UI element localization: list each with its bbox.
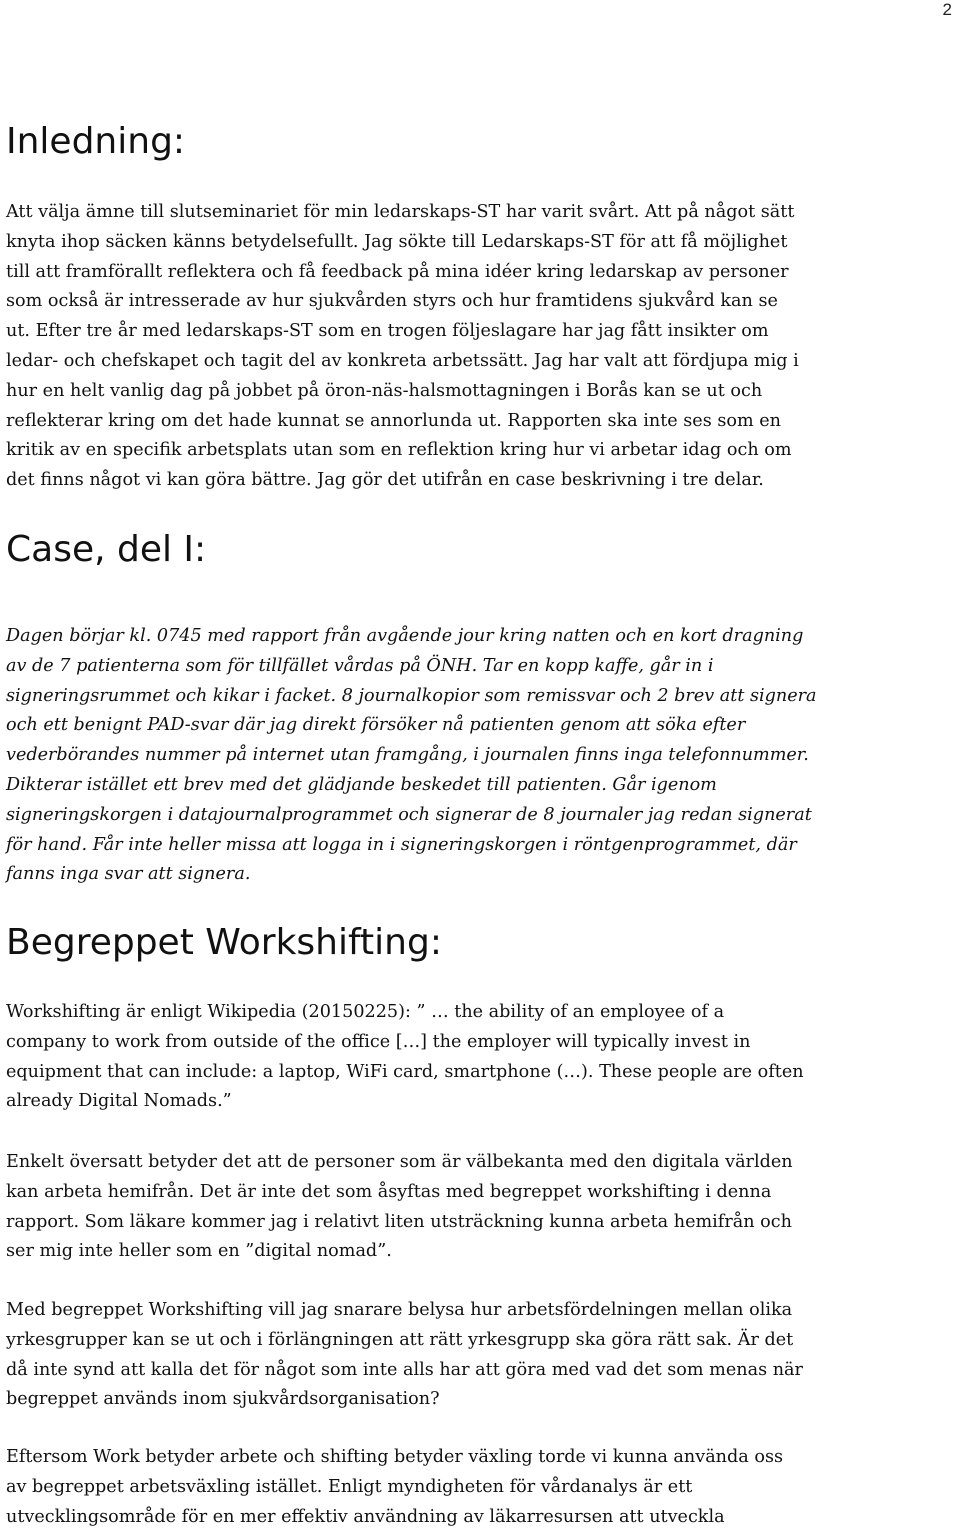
section-heading-workshifting: Begreppet Workshifting: [6,922,442,963]
text-line: för hand. Får inte heller missa att logga in i signeringskorgen i röntgenprogrammet, där [6,834,797,855]
text-line: Dagen börjar kl. 0745 med rapport från avgående jour kring natten och en kort dragning [6,626,804,646]
text-line: Eftersom Work betyder arbete och shifting betyder växling torde vi kunna använda oss [6,1447,784,1467]
section-heading-case: Case, del I: [6,529,207,570]
text-line: already Digital Nomads.” [6,1091,232,1112]
paragraph-case [6,622,954,890]
text-line: begreppet används inom sjukvårdsorganisation? [6,1389,440,1410]
text-line: kan arbeta hemifrån. Det är inte det som åsyftas med begreppet workshifting i denna [6,1181,772,1202]
text-line: då inte synd att kalla det för något som inte alls har att göra med vad det som menas när [6,1359,803,1380]
text-line: kritik av en specifik arbetsplats utan som en reflektion kring hur vi arbetar idag och om [6,440,792,461]
text-line: Att välja ämne till slutseminariet för min ledarskaps-ST har varit svårt. Att på något sätt [6,202,795,222]
text-line: rapport. Som läkare kommer jag i relativt liten utsträckning kunna arbeta hemifrån och [6,1211,792,1232]
text-line: som också är intresserade av hur sjukvården styrs och hur framtidens sjukvård kan se [6,291,778,312]
text-line: knyta ihop säcken känns betydelsefullt. Jag sökte till Ledarskaps-ST för att få möjlighet [6,231,788,252]
paragraph-arbetsvaxling [6,1443,954,1532]
text-line: ledar- och chefskapet och tagit del av konkreta arbetssätt. Jag har valt att fördjupa mig i [6,350,799,371]
text-line: det finns något vi kan göra bättre. Jag gör det utifrån en case beskrivning i tre delar. [6,470,764,491]
text-line: Enkelt översatt betyder det att de personer som är välbekanta med den digitala världen [6,1152,793,1172]
text-line: till att framförallt reflektera och få feedback på mina idéer kring ledarskap av personer [6,261,789,282]
paragraph-meaning [6,1296,954,1415]
text-line: equipment that can include: a laptop, WiFi card, smartphone (…). These people are often [6,1061,804,1082]
text-line: ser mig inte heller som en ”digital nomad”. [6,1241,392,1262]
text-line: signeringsrummet och kikar i facket. 8 journalkopior som remissvar och 2 brev att signera [6,685,817,706]
text-line: hur en helt vanlig dag på jobbet på öron-näs-halsmottagningen i Borås kan se ut och [6,380,763,401]
text-line: av begreppet arbetsväxling istället. Enligt myndigheten för vårdanalys är ett [6,1476,693,1497]
paragraph-workshifting-definition [6,998,954,1117]
paragraph-translation [6,1148,954,1267]
text-line: ut. Efter tre år med ledarskaps-ST som en trogen följeslagare har jag fått insikter om [6,321,769,342]
text-line: yrkesgrupper kan se ut och i förlängningen att rätt yrkesgrupp ska göra rätt sak. Är det [6,1329,794,1350]
section-heading-inledning: Inledning: [6,121,186,162]
text-line: vederbörandes nummer på internet utan framgång, i journalen finns inga telefonnummer. [6,745,809,766]
text-line: av de 7 patienterna som för tillfället vårdas på ÖNH. Tar en kopp kaffe, går in i [6,655,714,676]
text-line: Dikterar istället ett brev med det glädjande beskedet till patienten. Går igenom [6,774,717,795]
text-line: company to work from outside of the office […] the employer will typically invest in [6,1031,751,1052]
page-number: 2 [942,0,952,19]
text-line: reflekterar kring om det hade kunnat se annorlunda ut. Rapporten ska inte ses som en [6,410,781,431]
paragraph-inledning [6,198,954,496]
text-line: Med begreppet Workshifting vill jag snarare belysa hur arbetsfördelningen mellan olika [6,1300,793,1320]
text-line: utvecklingsområde för en mer effektiv användning av läkarresursen att utveckla [6,1506,725,1527]
text-line: signeringskorgen i datajournalprogrammet och signerar de 8 journaler jag redan signerat [6,804,812,825]
text-line: fanns inga svar att signera. [6,864,251,885]
text-line: och ett benignt PAD-svar där jag direkt försöker nå patienten genom att söka efter [6,715,746,736]
text-line: Workshifting är enligt Wikipedia (20150225): ” … the ability of an employee of a [6,1002,725,1022]
